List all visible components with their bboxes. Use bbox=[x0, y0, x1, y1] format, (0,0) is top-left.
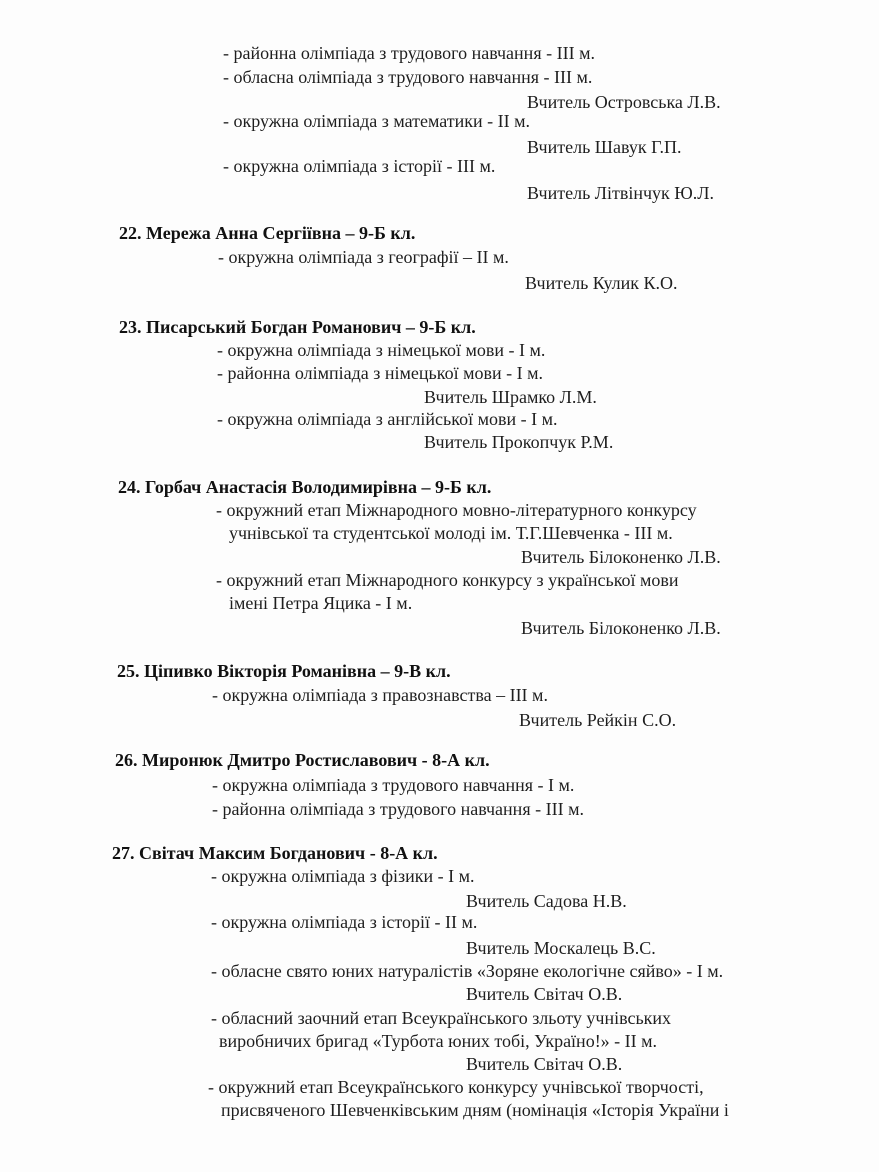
award-line: - окружна олімпіада з математики - ІІ м. bbox=[223, 111, 531, 131]
award-line: - окружний етап Міжнародного мовно-літературного конкурсу bbox=[216, 500, 697, 520]
award-line: - окружна олімпіада з фізики - І м. bbox=[211, 866, 475, 886]
student-heading: 22. Мережа Анна Сергіївна – 9-Б кл. bbox=[119, 223, 416, 243]
student-heading: 27. Світач Максим Богданович - 8-А кл. bbox=[112, 843, 438, 863]
award-line: - окружна олімпіада з трудового навчання - І м. bbox=[212, 775, 575, 795]
award-line: - районна олімпіада з німецької мови - І м. bbox=[217, 363, 543, 383]
award-line: - окружна олімпіада з англійської мови - І м. bbox=[217, 409, 558, 429]
award-line: - окружна олімпіада з географії – ІІ м. bbox=[218, 247, 509, 267]
award-line: присвяченого Шевченківським дням (номінація «Історія України і bbox=[221, 1100, 729, 1120]
teacher-line: Вчитель Прокопчук Р.М. bbox=[424, 432, 614, 452]
award-line: - окружна олімпіада з історії - ІІІ м. bbox=[223, 156, 496, 176]
award-line: - районна олімпіада з трудового навчання - ІІІ м. bbox=[212, 799, 584, 819]
award-line: - обласна олімпіада з трудового навчання - ІІІ м. bbox=[223, 67, 593, 87]
award-line: виробничих бригад «Турбота юних тобі, Україно!» - ІІ м. bbox=[219, 1031, 658, 1051]
teacher-line: Вчитель Садова Н.В. bbox=[466, 891, 627, 911]
teacher-line: Вчитель Світач О.В. bbox=[466, 1054, 623, 1074]
teacher-line: Вчитель Білоконенко Л.В. bbox=[521, 547, 721, 567]
student-heading: 26. Миронюк Дмитро Ростиславович - 8-А кл. bbox=[115, 750, 490, 770]
teacher-line: Вчитель Білоконенко Л.В. bbox=[521, 618, 721, 638]
award-line: імені Петра Яцика - І м. bbox=[229, 593, 413, 613]
teacher-line: Вчитель Рейкін С.О. bbox=[519, 710, 677, 730]
award-line: - районна олімпіада з трудового навчання - ІІІ м. bbox=[223, 43, 595, 63]
student-heading: 23. Писарський Богдан Романович – 9-Б кл. bbox=[119, 317, 476, 337]
teacher-line: Вчитель Світач О.В. bbox=[466, 984, 623, 1004]
award-line: - окружна олімпіада з правознавства – ІІІ м. bbox=[212, 685, 548, 705]
award-line: - окружна олімпіада з історії - ІІ м. bbox=[211, 912, 478, 932]
teacher-line: Вчитель Літвінчук Ю.Л. bbox=[527, 183, 715, 203]
teacher-line: Вчитель Островська Л.В. bbox=[527, 92, 721, 112]
award-line: - окружна олімпіада з німецької мови - І м. bbox=[217, 340, 546, 360]
student-heading: 25. Ціпивко Вікторія Романівна – 9-В кл. bbox=[117, 661, 451, 681]
teacher-line: Вчитель Кулик К.О. bbox=[525, 273, 678, 293]
award-line: - обласний заочний етап Всеукраїнського зльоту учнівських bbox=[211, 1008, 672, 1028]
teacher-line: Вчитель Шавук Г.П. bbox=[527, 137, 682, 157]
award-line: - окружний етап Міжнародного конкурсу з української мови bbox=[216, 570, 679, 590]
student-heading: 24. Горбач Анастасія Володимирівна – 9-Б кл. bbox=[118, 477, 492, 497]
award-line: учнівської та студентської молоді ім. Т.Г.Шевченка - ІІІ м. bbox=[229, 523, 673, 543]
teacher-line: Вчитель Москалець В.С. bbox=[466, 938, 656, 958]
teacher-line: Вчитель Шрамко Л.М. bbox=[424, 387, 597, 407]
award-line: - обласне свято юних натуралістів «Зоряне екологічне сяйво» - І м. bbox=[211, 961, 724, 981]
award-line: - окружний етап Всеукраїнського конкурсу учнівської творчості, bbox=[208, 1077, 704, 1097]
